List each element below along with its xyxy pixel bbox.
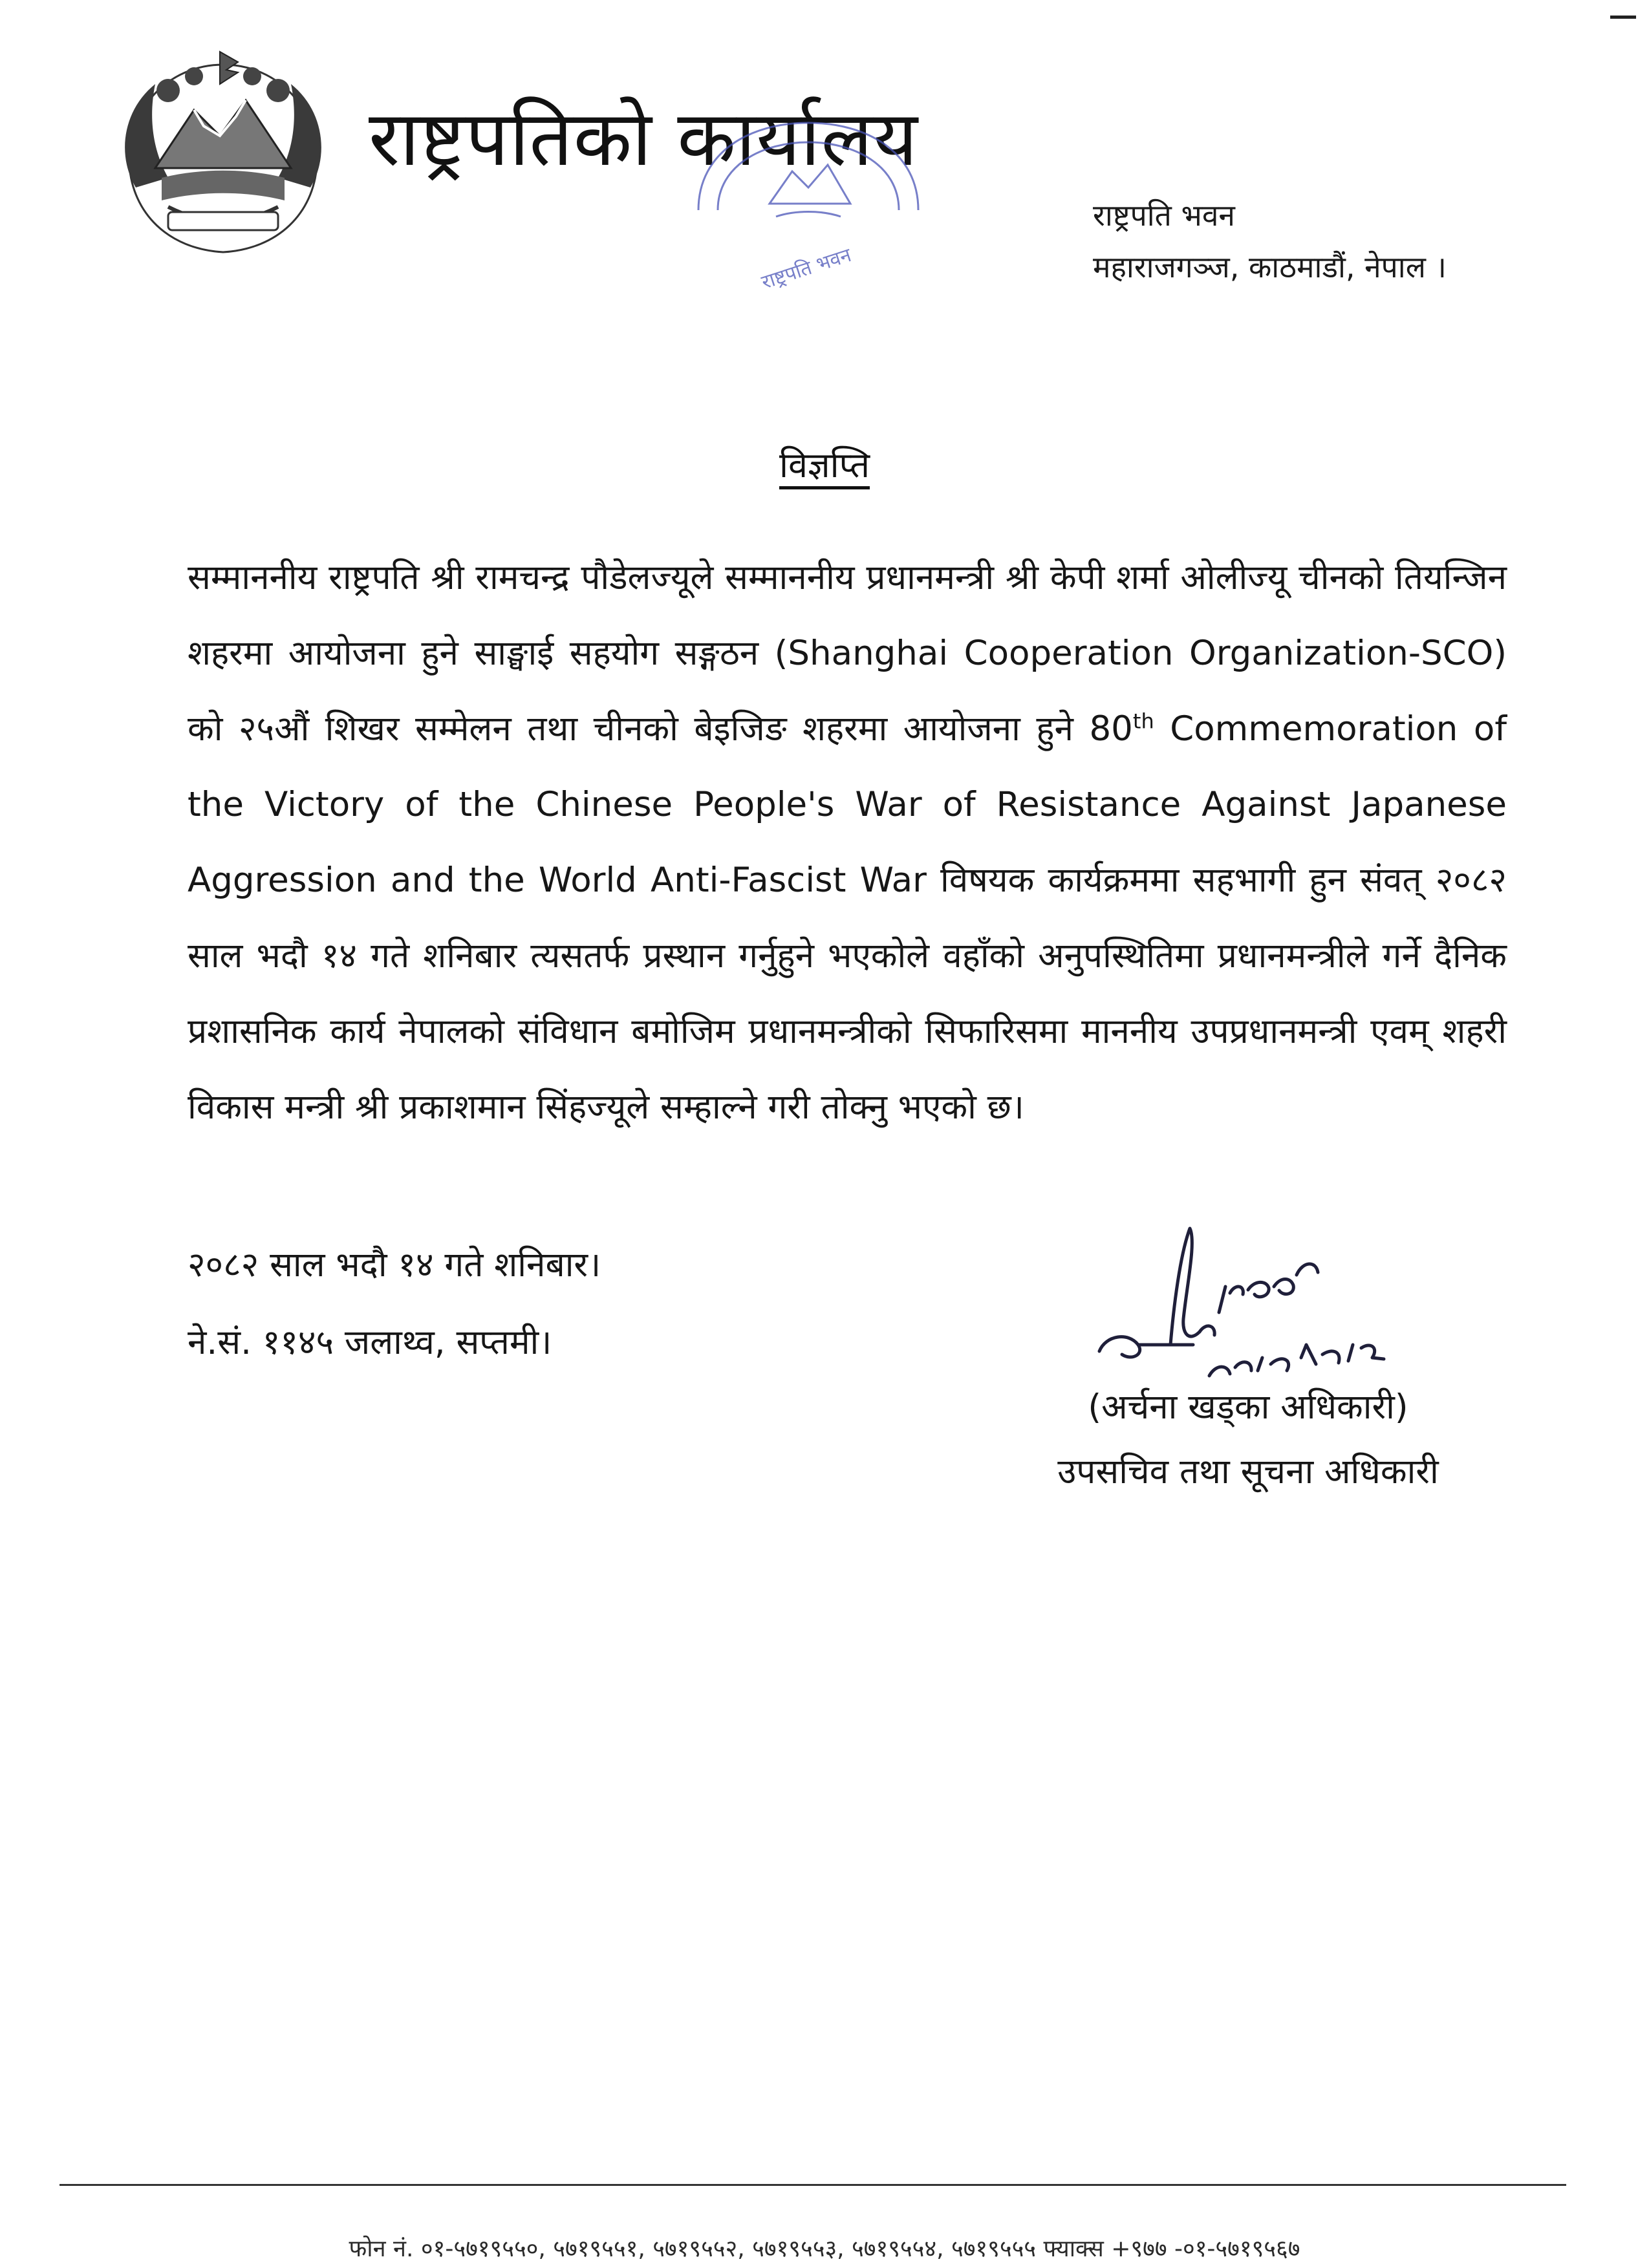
signatory-name: (अर्चना खड्का अधिकारी) [1088,1387,1408,1427]
ordinal-suffix: th [1132,709,1154,734]
body-text-part2: Commemoration of the Victory of the Chinese People's War of Resistance Against Japanese Aggression and the World Anti-Fascist War विषयक कार्यक्रममा सहभागी हुन संवत् २०८२ साल भदौ १४ गते शनिबार त्यसतर्फ प्रस्थान गर्नुहुने भएकोले वहाँको अनुपस्थितिमा प्रधानमन्त्रीले गर्ने दैनिक प्रशासनिक कार्य नेपालको संविधान बमोजिम प्रधानमन्त्रीको सिफारिसमा माननीय उपप्रधानमन्त्री एवम् शहरी विकास मन्त्री श्री प्रकाशमान सिंहज्यूले सम्हाल्ने गरी तोक्नु भएको छ। [188,709,1507,1127]
official-stamp [673,113,944,326]
signatory-designation: उपसचिव तथा सूचना अधिकारी [1057,1452,1439,1492]
body-text-part1: सम्माननीय राष्ट्रपति श्री रामचन्द्र पौडेलज्यूले सम्माननीय प्रधानमन्त्री श्री केपी शर्मा ओलीज्यू चीनको तियन्जिन शहरमा आयोजना हुने साङ्घाई सहयोग सङ्गठन (Shanghai Cooperation Organization-SCO) को २५औं शिखर सम्मेलन तथा चीनको बेइजिङ शहरमा आयोजना हुने 80 [188,558,1507,749]
date-line-ns: ने.सं. ११४५ जलाथ्व, सप्तमी। [188,1323,552,1362]
scan-mark [1610,16,1636,19]
date-line-bs: २०८२ साल भदौ १४ गते शनिबार। [188,1245,601,1285]
address-line-1: राष्ट्रपति भवन [1093,198,1235,233]
national-emblem-icon [91,39,356,278]
handwritten-signature [1061,1215,1500,1396]
svg-text:राष्ट्रपति भवन: राष्ट्रपति भवन [759,244,854,294]
footer-contact: फोन नं. ०१-५७१९५५०, ५७१९५५१, ५७१९५५२, ५७१९५५३, ५७१९५५४, ५७१९५५५ फ्याक्स +९७७ -०१-५७१९५६७ [349,2236,1300,2262]
footer-divider [59,2184,1566,2186]
notice-title: विज्ञप्ति [779,445,870,486]
notice-body [188,540,1507,1145]
office-title: राष्ट्रपतिको कार्यालय [369,94,918,183]
address-line-2: महाराजगञ्ज, काठमाडौं, नेपाल । [1093,250,1447,284]
